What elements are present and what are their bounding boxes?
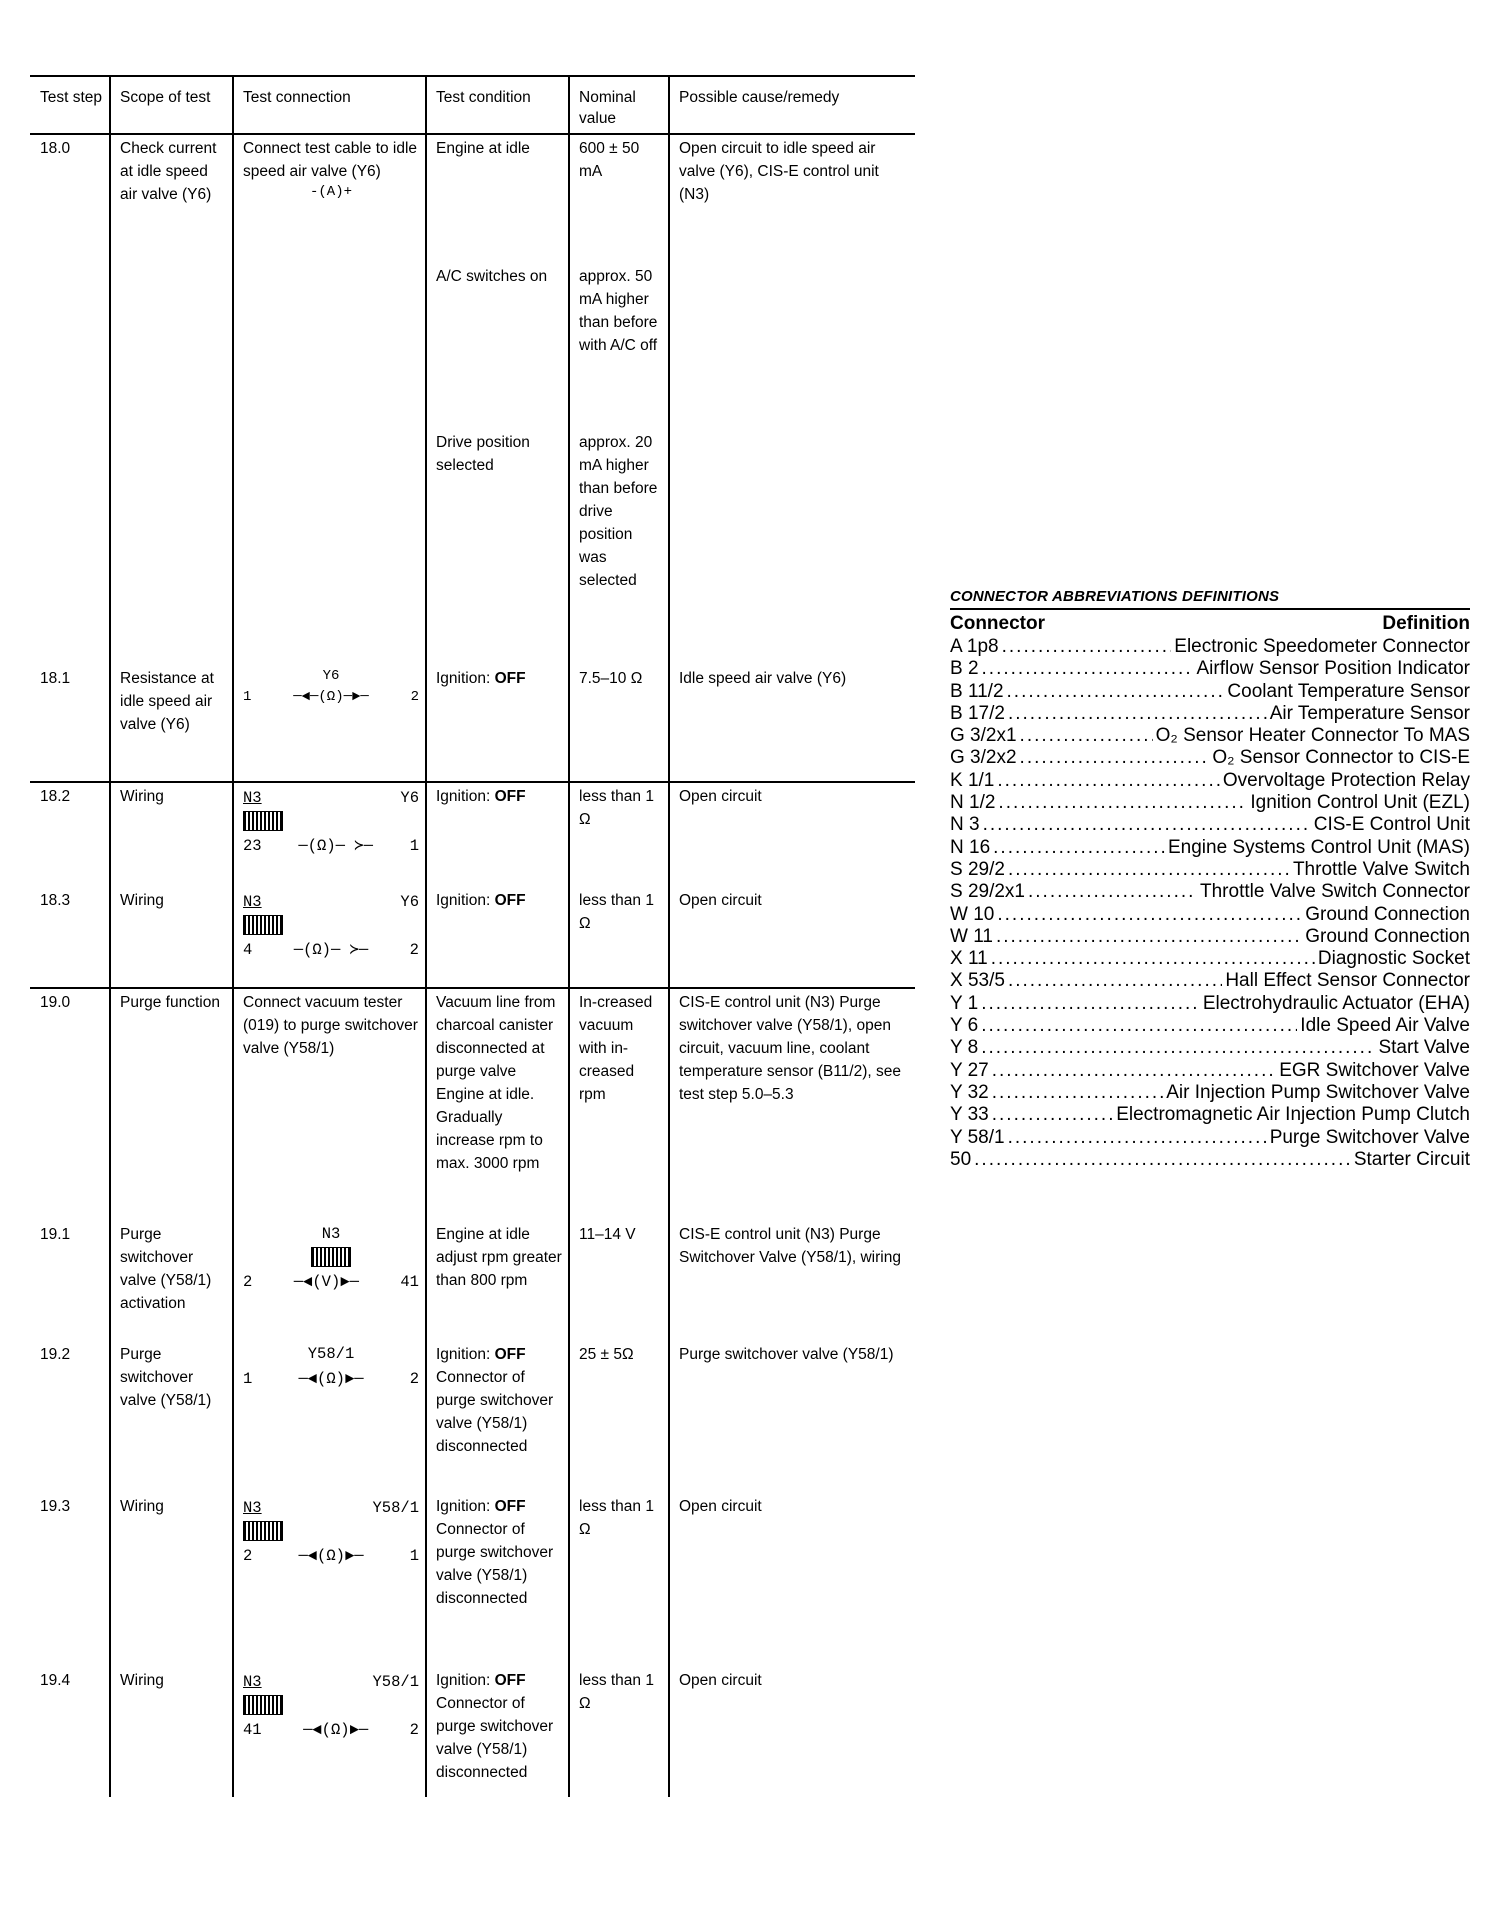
meter-symbol: -(A)+ — [309, 184, 352, 200]
connector-icon — [311, 1247, 351, 1267]
ohmmeter-icon: ─◄─(Ω)─►─ — [293, 689, 369, 705]
cell-scope: Wiring — [109, 1667, 232, 1797]
cell-remedy: CIS-E control unit (N3) Purge switchover valve (Y58/1), open circuit, vacuum line, coolant temperature sensor (B11/2), see test step 5.0–5.3 — [668, 989, 915, 1221]
cell-condition: Ignition: OFF Connector of purge switchover valve (Y58/1) disconnected — [425, 1341, 568, 1493]
list-item: Y 58/1 ..... Purge Switchover Valve — [950, 1127, 1470, 1149]
cell-nominal: approx. 20 mA higher than before drive position was selected — [568, 429, 668, 665]
connector-icon — [243, 915, 283, 935]
connector-icon — [243, 811, 283, 831]
table-row — [30, 989, 915, 1221]
cell-step: 19.0 — [40, 994, 71, 1011]
table-row — [30, 1221, 915, 1341]
connector-icon — [243, 1695, 283, 1715]
cell-condition: Ignition: OFF Connector of purge switchover valve (Y58/1) disconnected — [425, 1667, 568, 1797]
list-item: A 1p8 ..... Electronic Speedometer Connector — [950, 636, 1470, 658]
cell-remedy: Open circuit — [668, 783, 915, 887]
list-item: Y 27 ..... EGR Switchover Valve — [950, 1060, 1470, 1082]
cell-condition: Ignition: OFF — [425, 783, 568, 887]
list-item: W 11 ..... Ground Connection — [950, 926, 1470, 948]
list-item: N 3 ..... CIS-E Control Unit — [950, 814, 1470, 836]
table-row — [30, 135, 915, 263]
header-condition: Test condition — [425, 77, 568, 133]
list-item: S 29/2 ..... Throttle Valve Switch — [950, 859, 1470, 881]
cell-connection: Connect test cable to idle speed air valve (Y6) -(A)+ — [232, 135, 425, 263]
cell-nominal: 7.5–10 Ω — [568, 665, 668, 781]
header-scope: Scope of test — [109, 77, 232, 133]
table-header-row — [30, 77, 915, 133]
cell-nominal: approx. 50 mA higher than before with A/C off — [568, 263, 668, 429]
ohmmeter-icon: ─(Ω)─ ≻─ — [298, 837, 373, 855]
voltmeter-icon: ─◄(V)►─ — [293, 1273, 359, 1291]
cell-condition: Drive position selected — [425, 429, 568, 665]
cell-condition: Ignition: OFF — [425, 887, 568, 987]
cell-nominal: less than 1 Ω — [568, 1493, 668, 1667]
table-row — [30, 429, 915, 665]
list-item: B 17/2 ..... Air Temperature Sensor — [950, 703, 1470, 725]
cell-remedy: Open circuit — [668, 1667, 915, 1797]
pin-right: 2 — [410, 689, 419, 705]
cell-scope: Purge switchover valve (Y58/1) — [109, 1341, 232, 1493]
cell-remedy: Idle speed air valve (Y6) — [668, 665, 915, 781]
cell-scope: Wiring — [109, 887, 232, 987]
cell-step: 19.1 — [40, 1226, 71, 1243]
ohmmeter-icon: ─◄(Ω)►─ — [298, 1370, 364, 1388]
cell-scope: Purge switchover valve (Y58/1) activation — [109, 1221, 232, 1341]
cell-connection: Connect vacuum tester (019) to purge switchover valve (Y58/1) — [232, 989, 425, 1221]
list-item: Y 32 ..... Air Injection Pump Switchover Valve — [950, 1082, 1470, 1104]
cell-step: 18.0 — [40, 140, 71, 157]
cell-nominal: less than 1 Ω — [568, 887, 668, 987]
connector-list — [950, 636, 1470, 1171]
header-remedy: Possible cause/remedy — [668, 77, 915, 133]
table-row — [30, 263, 915, 429]
cell-condition: A/C switches on — [425, 263, 568, 429]
test-table — [30, 75, 915, 1797]
cell-connection: N3 2 ─◄(V)►─ 41 — [232, 1221, 425, 1341]
ohmmeter-icon: ─◄(Ω)►─ — [298, 1547, 364, 1565]
list-item: Y 6 ..... Idle Speed Air Valve — [950, 1015, 1470, 1037]
cell-connection — [232, 665, 425, 781]
cell-nominal: 11–14 V — [568, 1221, 668, 1341]
table-row — [30, 1341, 915, 1493]
connector-icon — [243, 1521, 283, 1541]
cell-remedy: Open circuit to idle speed air valve (Y6), CIS-E control unit (N3) — [668, 135, 915, 263]
list-item: S 29/2x1 ..... Throttle Valve Switch Connector — [950, 881, 1470, 903]
ohmmeter-icon: ─(Ω)─ ≻─ — [293, 941, 369, 959]
cell-nominal: In-creased vacuum with in-creased rpm — [568, 989, 668, 1221]
list-item: 50 ..... Starter Circuit — [950, 1149, 1470, 1171]
connector-title: CONNECTOR ABBREVIATIONS DEFINITIONS — [950, 588, 1470, 610]
list-item: W 10 ..... Ground Connection — [950, 904, 1470, 926]
cell-connection: N3 Y6 4 ─(Ω)─ ≻─ 2 — [232, 887, 425, 987]
table-row — [30, 887, 915, 987]
cell-scope: Wiring — [109, 1493, 232, 1667]
table-row — [30, 1667, 915, 1797]
header-test-step: Test step — [40, 89, 103, 106]
list-item: N 1/2 ..... Ignition Control Unit (EZL) — [950, 792, 1470, 814]
list-item: B 2 ..... Airflow Sensor Position Indicator — [950, 658, 1470, 680]
list-item: X 53/5 ..... Hall Effect Sensor Connector — [950, 970, 1470, 992]
cell-condition: Ignition: OFF Connector of purge switchover valve (Y58/1) disconnected — [425, 1493, 568, 1667]
cell-scope: Wiring — [109, 783, 232, 887]
cell-condition: Ignition: OFF — [425, 665, 568, 781]
cell-step: 18.1 — [40, 670, 71, 687]
cell-step: 19.3 — [40, 1498, 71, 1515]
cell-remedy: CIS-E control unit (N3) Purge Switchover Valve (Y58/1), wiring — [668, 1221, 915, 1341]
cell-connection: N3 Y58/1 41 ─◄(Ω)►─ 2 — [232, 1667, 425, 1797]
list-item: G 3/2x1 ..... O₂ Sensor Heater Connector To MAS — [950, 725, 1470, 747]
list-item: B 11/2 ..... Coolant Temperature Sensor — [950, 681, 1470, 703]
cell-step: 19.2 — [40, 1346, 71, 1363]
cell-nominal: less than 1 Ω — [568, 783, 668, 887]
cell-connection: N3 Y58/1 2 ─◄(Ω)►─ 1 — [232, 1493, 425, 1667]
cell-scope: Check current at idle speed air valve (Y6) — [109, 135, 232, 263]
connector-definitions — [950, 588, 1470, 1171]
list-item: G 3/2x2 ..... O₂ Sensor Connector to CIS-E — [950, 747, 1470, 769]
list-item: Y 33 ..... Electromagnetic Air Injection Pump Clutch — [950, 1104, 1470, 1126]
cell-scope: Resistance at idle speed air valve (Y6) — [109, 665, 232, 781]
table-row — [30, 783, 915, 887]
cell-remedy: Open circuit — [668, 1493, 915, 1667]
table-row — [30, 665, 915, 781]
cell-connection: N3 Y6 23 ─(Ω)─ ≻─ 1 — [232, 783, 425, 887]
ohmmeter-icon: ─◄(Ω)►─ — [303, 1721, 369, 1739]
header-nominal: Nominal value — [568, 77, 668, 133]
cell-nominal: less than 1 Ω — [568, 1667, 668, 1797]
component-label: Y6 — [322, 668, 340, 684]
cell-step: 19.4 — [40, 1672, 71, 1689]
cell-remedy: Purge switchover valve (Y58/1) — [668, 1341, 915, 1493]
cell-scope: Purge function — [109, 989, 232, 1221]
table-row — [30, 1493, 915, 1667]
list-item: N 16 ..... Engine Systems Control Unit (MAS) — [950, 837, 1470, 859]
header-connection: Test connection — [232, 77, 425, 133]
list-item: X 11 ..... Diagnostic Socket — [950, 948, 1470, 970]
cell-condition: Vacuum line from charcoal canister disconnected at purge valve Engine at idle. Gradually increase rpm to max. 3000 rpm — [425, 989, 568, 1221]
cell-connection: Y58/1 1 ─◄(Ω)►─ 2 — [232, 1341, 425, 1493]
list-item: K 1/1 ..... Overvoltage Protection Relay — [950, 770, 1470, 792]
cell-condition: Engine at idle adjust rpm greater than 800 rpm — [425, 1221, 568, 1341]
pin-left: 1 — [243, 689, 252, 705]
cell-step: 18.2 — [40, 788, 71, 805]
cell-nominal: 25 ± 5Ω — [568, 1341, 668, 1493]
cell-nominal: 600 ± 50 mA — [568, 135, 668, 263]
cell-remedy: Open circuit — [668, 887, 915, 987]
connector-header: Connector Definition — [950, 613, 1470, 634]
cell-step: 18.3 — [40, 892, 71, 909]
cell-condition: Engine at idle — [425, 135, 568, 263]
list-item: Y 1 ..... Electrohydraulic Actuator (EHA) — [950, 993, 1470, 1015]
list-item: Y 8 ..... Start Valve — [950, 1037, 1470, 1059]
